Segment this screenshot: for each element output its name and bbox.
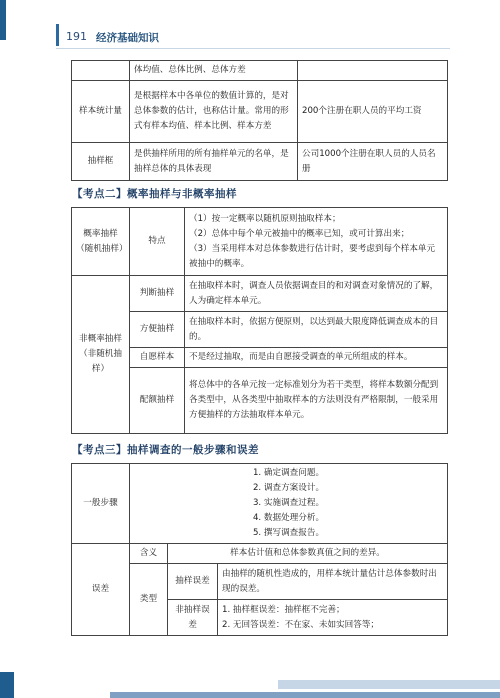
row-definition: 体均值、总体比例、总体方差 <box>130 61 298 81</box>
steps-label: 一般步骤 <box>72 464 130 544</box>
list-item: 4. 数据处理分析。 <box>252 513 325 523</box>
method-desc: 在抽取样本时，调查人员依据调查目的和对调查对象情况的了解，人为确定样本单元。 <box>185 276 448 312</box>
row-example <box>298 61 448 81</box>
header-accent-bar <box>56 24 59 46</box>
error-label: 误差 <box>72 544 130 636</box>
section-title-2: 【考点二】概率抽样与非概率抽样 <box>72 188 237 200</box>
nonsampling-error-label: 非抽样误差 <box>168 600 218 636</box>
row-definition: 是根据样本中各单位的数值计算的，是对总体参数的估计，也称估计量。常用的形式有样本均值、样本比例、样本方差 <box>130 81 298 143</box>
list-item: （3）当采用样本对总体参数进行估计时，要考虑到每个样本单元被抽中的概率。 <box>189 243 436 269</box>
meaning-label: 含义 <box>130 544 168 564</box>
row-label: 样本统计量 <box>72 81 130 143</box>
page-number: 191 <box>66 30 87 43</box>
section-title-3: 【考点三】抽样调查的一般步骤和误差 <box>72 444 259 456</box>
row-label <box>72 61 130 81</box>
method-name: 方便抽样 <box>130 312 185 348</box>
list-item: 5. 撰写调查报告。 <box>252 528 325 538</box>
nonprob-sampling-label: 非概率抽样 （非随机抽样） <box>72 276 130 434</box>
table-sample-terms <box>71 60 448 181</box>
method-name: 判断抽样 <box>130 276 185 312</box>
method-desc: 不是经过抽取，而是由自愿接受调查的单元所组成的样本。 <box>185 348 448 368</box>
table-row <box>72 81 448 143</box>
row-definition: 是供抽样所用的所有抽样单元的名单，是抽样总体的具体表现 <box>130 143 298 181</box>
sampling-error-text: 由抽样的随机性造成的，用样本统计量估计总体参数时出现的误差。 <box>218 564 448 600</box>
list-item: （2）总体中每个单元被抽中的概率已知，或可计算出来； <box>189 228 410 239</box>
table-row <box>72 143 448 181</box>
type-label: 类型 <box>130 564 168 636</box>
footer-light-band <box>278 680 500 689</box>
list-item: （1）按一定概率以随机原则抽取样本； <box>189 213 341 224</box>
prob-feature-points <box>185 208 448 276</box>
list-item: 3. 实施调查过程。 <box>252 498 325 508</box>
row-example: 200个注册在职人员的平均工资 <box>298 81 448 143</box>
table-row <box>72 276 448 312</box>
steps-list <box>130 464 448 544</box>
table-sampling-types <box>71 207 448 434</box>
method-desc: 在抽取样本时，依据方便原则，以达到最大限度降低调查成本的目的。 <box>185 312 448 348</box>
prob-sampling-label: 概率抽样 （随机抽样） <box>72 208 130 276</box>
list-item: 1. 确定调查问题。 <box>252 468 325 478</box>
meaning-text: 样本估计值和总体参数真值之间的差异。 <box>168 544 448 564</box>
list-item: 1. 抽样框误差：抽样框不完善； <box>222 604 345 615</box>
table-survey-steps <box>71 463 448 636</box>
list-item: 2. 无回答误差：不在家、未如实回答等； <box>222 619 380 630</box>
table-row <box>72 61 448 81</box>
nonsampling-error-list <box>218 600 448 636</box>
footer-left-bar <box>0 672 14 698</box>
table-row <box>72 464 448 544</box>
left-edge-bar <box>0 0 6 40</box>
book-title: 经济基础知识 <box>96 32 159 44</box>
header-rule <box>56 48 450 49</box>
sampling-error-label: 抽样误差 <box>168 564 218 600</box>
table-row <box>72 544 448 564</box>
row-example: 公司1000个注册在职人员的人员名册 <box>298 143 448 181</box>
method-name: 自愿样本 <box>130 348 185 368</box>
row-label: 抽样框 <box>72 143 130 181</box>
prob-feature-label: 特点 <box>130 208 185 276</box>
method-name: 配额抽样 <box>130 368 185 434</box>
method-desc: 将总体中的各单元按一定标准划分为若干类型，将样本数额分配到各类型中，从各类型中抽取样本的方法则没有严格限制，一般采用方便抽样的方法抽取样本单元。 <box>185 368 448 434</box>
table-row <box>72 208 448 276</box>
list-item: 2. 调查方案设计。 <box>252 483 325 493</box>
footer-dark-band <box>110 692 500 698</box>
